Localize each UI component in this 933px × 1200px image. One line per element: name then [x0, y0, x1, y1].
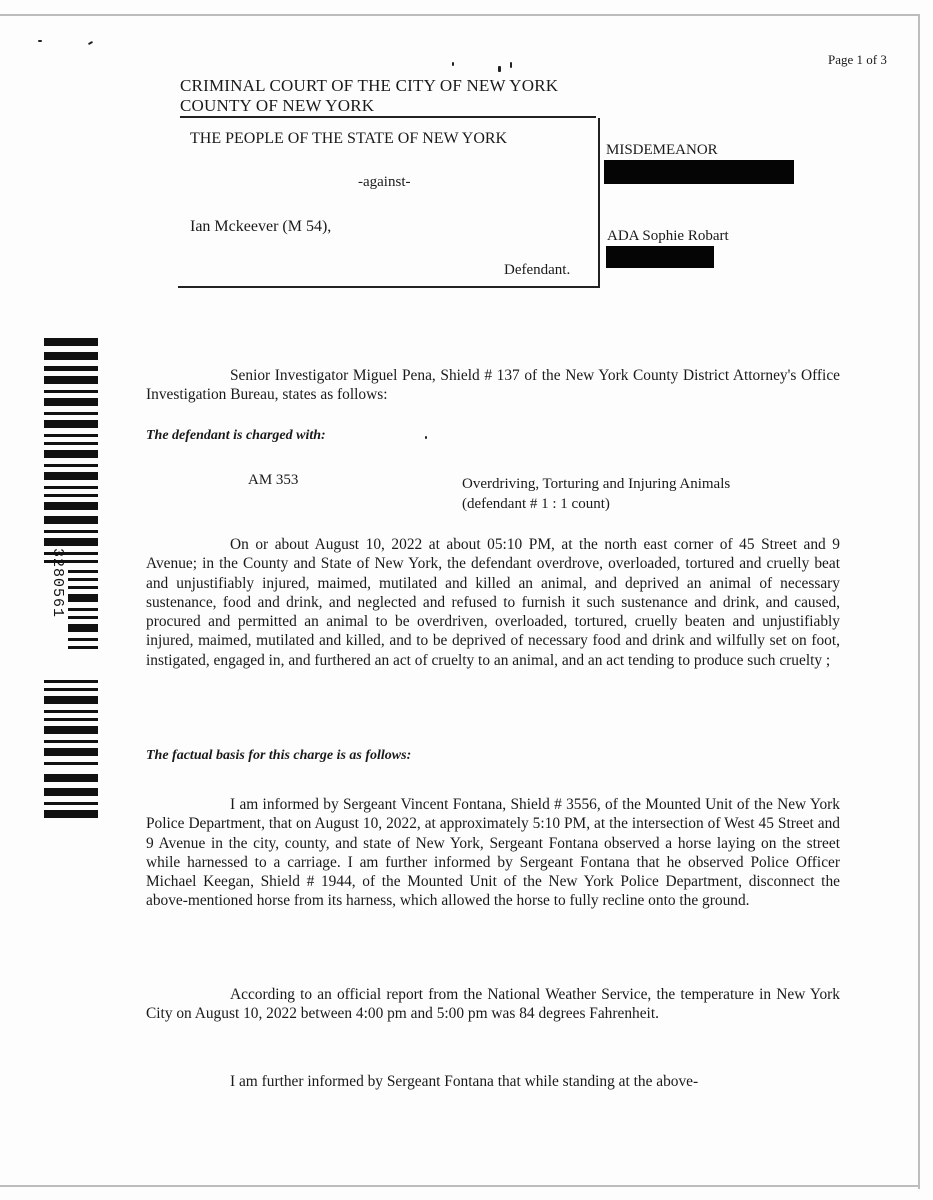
- barcode-bar: [44, 696, 98, 704]
- further-text: I am further informed by Sergeant Fontana that while standing at the above-: [230, 1073, 699, 1090]
- barcode-bar: [44, 688, 98, 691]
- complaint-intro: [146, 366, 840, 405]
- barcode-bar: [44, 472, 98, 480]
- barcode-bar: [44, 710, 98, 713]
- barcode-bar: [44, 516, 98, 524]
- barcode-bar: [44, 390, 98, 393]
- barcode-bar: [68, 586, 98, 589]
- page-number: Page 1 of 3: [828, 52, 887, 67]
- scan-speck: [498, 66, 501, 72]
- defendant-label: Defendant.: [504, 262, 571, 278]
- court-county: COUNTY OF NEW YORK: [180, 96, 375, 115]
- barcode-bar: [44, 494, 98, 497]
- charge-count: (defendant # 1 : 1 count): [462, 496, 610, 512]
- barcode-bar: [44, 486, 98, 489]
- defendant-name: Ian Mckeever (M 54),: [190, 218, 332, 235]
- court-name: CRIMINAL COURT OF THE CITY OF NEW YORK: [180, 76, 559, 95]
- barcode-bar: [44, 376, 98, 384]
- barcode-bar: [44, 762, 98, 765]
- caption-people: THE PEOPLE OF THE STATE OF NEW YORK: [190, 130, 508, 147]
- barcode-bar: [44, 442, 98, 445]
- caption-against: -against-: [358, 174, 411, 190]
- scan-speck: [425, 436, 427, 439]
- barcode-bar: [44, 352, 98, 360]
- charged-heading: The defendant is charged with:: [146, 428, 326, 443]
- scan-speck: [510, 62, 512, 68]
- barcode-bar: [44, 538, 98, 546]
- redaction-bar: [606, 246, 714, 268]
- weather-paragraph: [146, 985, 840, 1024]
- barcode-bar: [44, 412, 98, 415]
- page-border-right: [918, 14, 920, 1189]
- barcode-bar: [44, 774, 98, 782]
- barcode-bar: [44, 502, 98, 510]
- barcode-number: 3280561: [49, 548, 66, 619]
- page-border-top: [0, 14, 920, 16]
- barcode-bar: [44, 810, 98, 818]
- barcode-bar: [44, 718, 98, 721]
- charge-description-line: Overdriving, Torturing and Injuring Animals: [462, 476, 731, 492]
- informed-text: I am informed by Sergeant Vincent Fontana, Shield # 3556, of the Mounted Unit of the New York Police Department, that on August 10, 2022, at approximately 5:10 PM, at the intersection of West 45 Street and 9 Avenue in the city, county, and state of New York, Sergeant Fontana observed a horse laying on the street while harnessed to a carriage. I am further informed by Sergeant Fontana that he observed Police Officer Michael Keegan, Shield # 1944, of the Mounted Unit of the New York Police Department, disconnect the above-mentioned horse from its harness, which allowed the horse to fully recline onto the ground.: [146, 796, 840, 910]
- barcode-bar: [68, 608, 98, 611]
- page-border-bottom: [0, 1185, 920, 1187]
- weather-text: According to an official report from the National Weather Service, the temperature in New York City on August 10, 2022 between 4:00 pm and 5:00 pm was 84 degrees Fahrenheit.: [146, 986, 840, 1023]
- scan-speck: [452, 62, 454, 66]
- barcode-bar: [44, 530, 98, 533]
- barcode-bar: [68, 646, 98, 649]
- barcode-bar: [44, 450, 98, 458]
- barcode-bar: [68, 570, 98, 573]
- charge-code: AM 353: [248, 472, 299, 488]
- accusation-paragraph: [146, 535, 840, 670]
- further-paragraph: [146, 1072, 840, 1091]
- barcode-bar: [44, 420, 98, 428]
- barcode-bar: [44, 740, 98, 743]
- barcode-bar: [44, 788, 98, 796]
- barcode-bar: [44, 748, 98, 756]
- barcode-bar: [68, 624, 98, 632]
- accusation-text: On or about August 10, 2022 at about 05:10 PM, at the north east corner of 45 Street and 9 Avenue; in the County and State of New York, the defendant overdrove, overloaded, tortured and cruelly beat and unjustifiably injured, maimed, mutilated and killed an animal, and deprived an animal of necessary sustenance, food and drink, and neglected and refused to furnish it such sustenance and drink, and caused, procured and permitted an animal to be overdriven, overloaded, tortured, cruelly beaten and unjustifiably injured, maimed, mutilated and killed, and to be deprived of necessary food and drink and wilfully set on foot, instigated, engaged in, and furthered an act of cruelty to an animal, and an act tending to produce such cruelty ;: [146, 536, 840, 669]
- barcode-bar: [68, 578, 98, 581]
- charge-description: [462, 474, 730, 514]
- assistant-district-attorney: ADA Sophie Robart: [607, 228, 729, 244]
- barcode-bar: [44, 464, 98, 467]
- barcode-bar: [44, 680, 98, 683]
- scan-speck: [88, 41, 93, 45]
- factual-basis-heading: The factual basis for this charge is as follows:: [146, 748, 412, 763]
- case-classification: MISDEMEANOR: [606, 142, 718, 158]
- barcode-bar: [44, 398, 98, 406]
- barcode-bar: [68, 638, 98, 641]
- informed-paragraph: [146, 795, 840, 911]
- complaint-intro-text: Senior Investigator Miguel Pena, Shield # 137 of the New York County District Attorney's Office Investigation Bureau, states as follows:: [146, 367, 840, 404]
- barcode-bar: [44, 726, 98, 734]
- barcode-bar: [44, 338, 98, 346]
- scan-speck: [38, 40, 42, 42]
- barcode-bar: [68, 616, 98, 619]
- barcode-bar: [44, 802, 98, 805]
- barcode-bar: [44, 434, 98, 437]
- barcode-bar: [68, 594, 98, 602]
- redaction-bar: [604, 160, 794, 184]
- barcode-bar: [44, 366, 98, 371]
